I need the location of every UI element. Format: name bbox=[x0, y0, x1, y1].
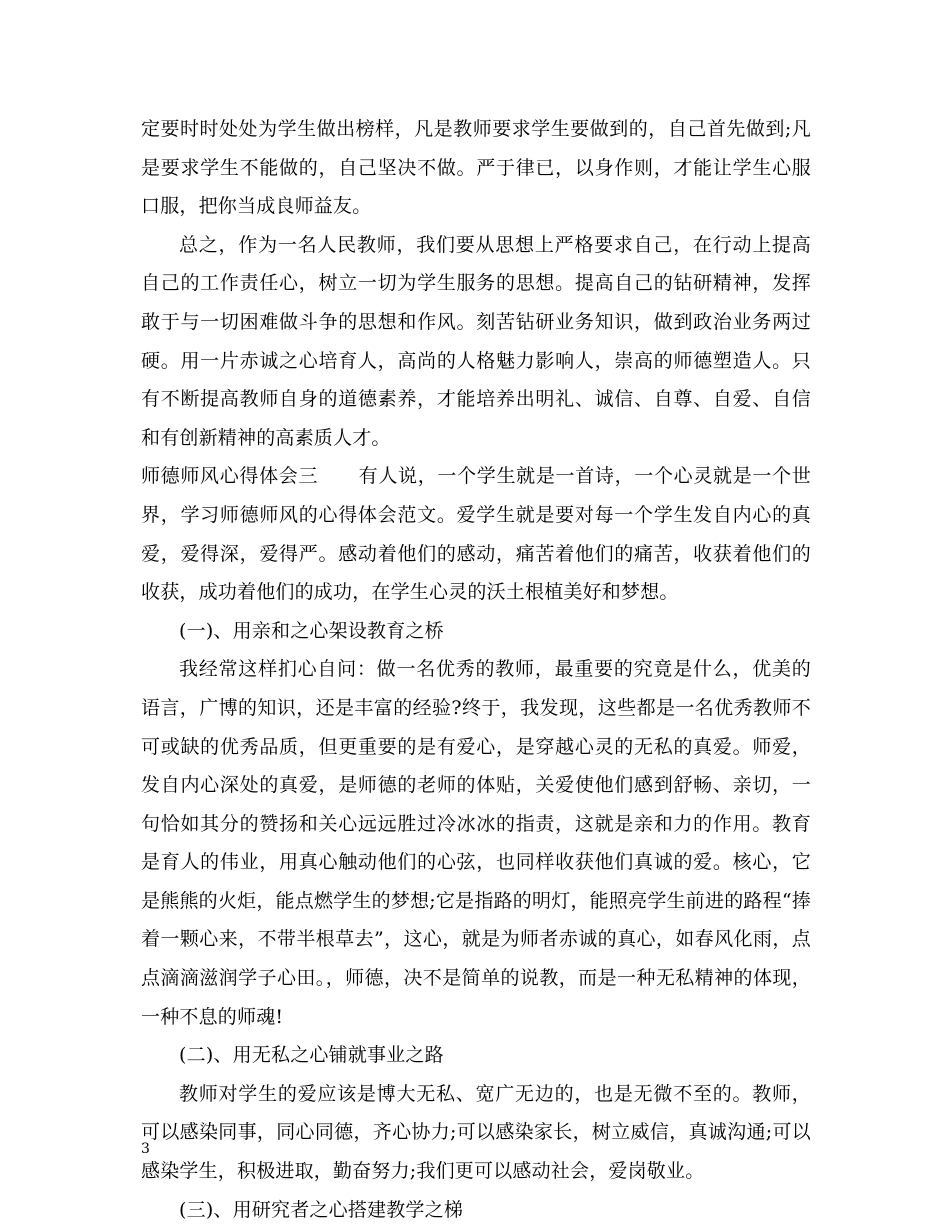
section-heading: 师德师风心得体会三 bbox=[141, 465, 319, 488]
paragraph-section-three bbox=[141, 457, 811, 611]
section-three-text: 有人说，一个学生就是一首诗，一个心灵就是一个世界，学习师德师风的心得体会范文。爱学生就是要对每一个学生发自内心的真爱，爱得深，爱得严。感动着他们的感动，痛苦着他们的痛苦，收获着他们的收获，成功着他们的成功，在学生心灵的沃土根植美好和梦想。 bbox=[141, 465, 811, 604]
document-body bbox=[141, 110, 811, 1229]
subheading-one: (一)、用亲和之心架设教育之桥 bbox=[179, 619, 444, 642]
subheading-three: (三)、用研究者之心搭建教学之梯 bbox=[179, 1198, 464, 1221]
page-number: 3 bbox=[141, 1141, 150, 1157]
subheading-two: (二)、用无私之心铺就事业之路 bbox=[179, 1044, 444, 1067]
paragraph-two-body: 教师对学生的爱应该是博大无私、宽广无边的，也是无微不至的。教师，可以感染同事，同心同德，齐心协力;可以感染家长，树立威信，真诚沟通;可以感染学生，积极进取，勤奋努力;我们更可以感动社会，爱岗敬业。 bbox=[141, 1082, 811, 1183]
paragraph-one-body: 我经常这样扪心自问：做一名优秀的教师，最重要的究竟是什么，优美的语言，广博的知识，还是丰富的经验?终于，我发现，这些都是一名优秀教师不可或缺的优秀品质，但更重要的是有爱心，是穿越心灵的无私的真爱。师爱，发自内心深处的真爱，是师德的老师的体贴，关爱使他们感到舒畅、亲切，一句恰如其分的赞扬和关心远远胜过冷冰冰的指责，这就是亲和力的作用。教育是育人的伟业，用真心触动他们的心弦，也同样收获他们真诚的爱。核心，它是熊熊的火炬，能点燃学生的梦想;它是指路的明灯，能照亮学生前进的路程“捧着一颗心来，不带半根草去”，这心，就是为师者赤诚的真心，如春风化雨，点点滴滴滋润学子心田。，师德，决不是简单的说教，而是一种无私精神的体现，一种不息的师魂! bbox=[141, 658, 811, 1028]
paragraph-continuation: 定要时时处处为学生做出榜样，凡是教师要求学生要做到的，自己首先做到;凡是要求学生不能做的，自己坚决不做。严于律已，以身作则，才能让学生心服口服，把你当成良师益友。 bbox=[141, 118, 811, 218]
paragraph-summary: 总之，作为一名人民教师，我们要从思想上严格要求自己，在行动上提高自己的工作责任心，树立一切为学生服务的思想。提高自己的钻研精神，发挥敢于与一切困难做斗争的思想和作风。刻苦钻研业务知识，做到政治业务两过硬。用一片赤诚之心培育人，高尚的人格魅力影响人，崇高的师德塑造人。只有不断提高教师自身的道德素养，才能培养出明礼、诚信、自尊、自爱、自信和有创新精神的高素质人才。 bbox=[141, 233, 811, 449]
